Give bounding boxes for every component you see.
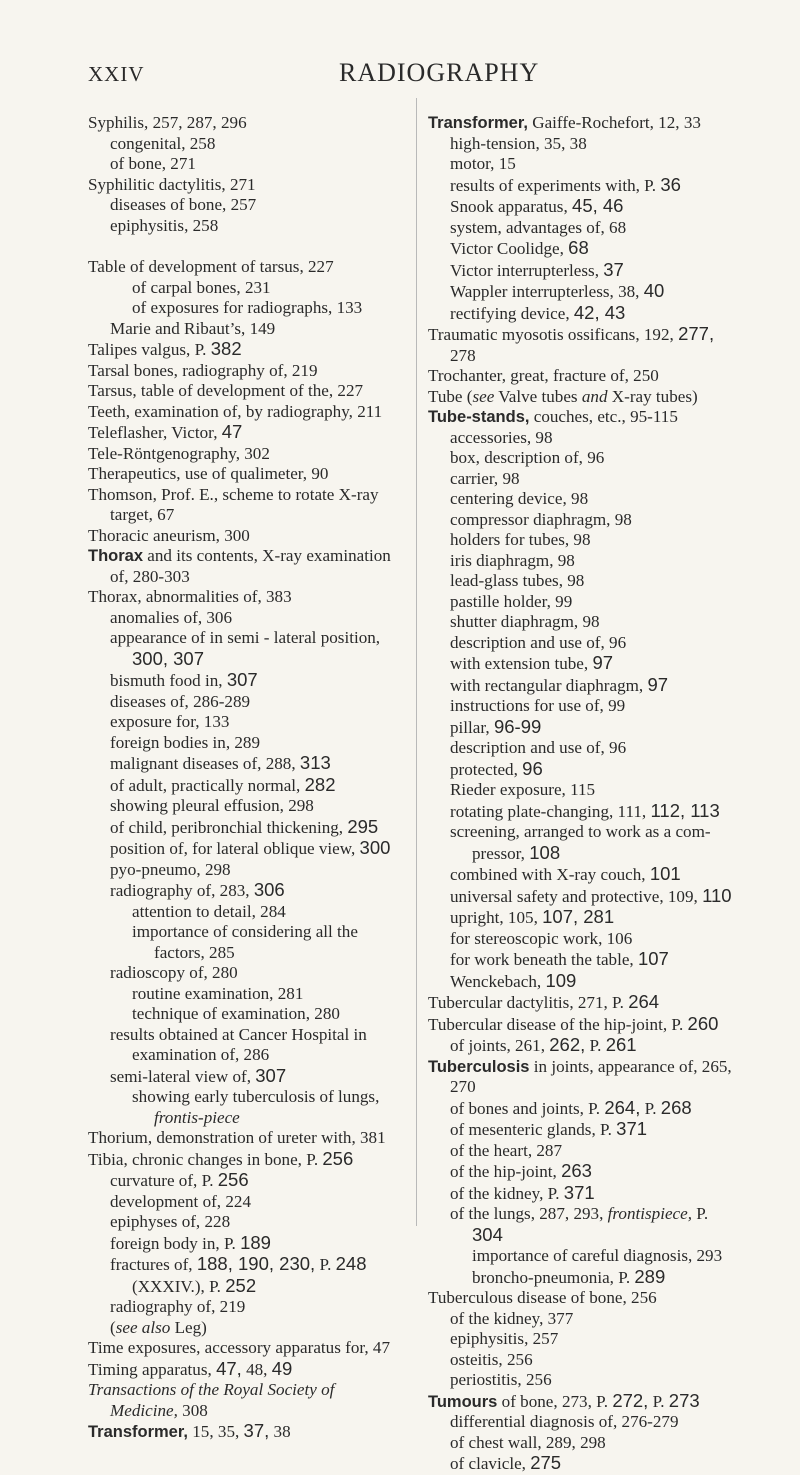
column-divider xyxy=(416,98,417,1226)
index-subentry: foreign body in, P. 189 xyxy=(110,1231,271,1253)
index-subentry: Victor Coolidge, 68 xyxy=(450,237,589,258)
index-subentry: pillar, 96-99 xyxy=(450,715,542,737)
index-subentry: pyo-pneumo, 298 xyxy=(110,859,231,879)
index-subentry: appearance of in semi - lateral position, 300, 307 xyxy=(110,628,381,669)
index-entry: Table of development of tarsus, 227 xyxy=(88,257,334,276)
index-subentry: technique of examination, 280 xyxy=(132,1004,340,1023)
index-subentry: of carpal bones, 231 xyxy=(132,277,271,297)
index-entry: Teleflasher, Victor, 47 xyxy=(88,421,243,442)
index-subentry: position of, for lateral oblique view, 300 xyxy=(110,837,391,858)
index-subentry: epiphysitis, 258 xyxy=(110,215,219,235)
index-subentry: diseases of bone, 257 xyxy=(110,195,257,214)
index-subentry: (see also Leg) xyxy=(110,1317,207,1337)
index-subentry: results obtained at Cancer Hospital in examination of, 286 xyxy=(110,1024,367,1064)
index-subentry: screening, arranged to work as a com-pressor, 108 xyxy=(450,822,711,863)
index-subentry: development of, 224 xyxy=(110,1191,251,1211)
index-subentry: diseases of, 286-289 xyxy=(110,691,251,711)
index-subentry: epiphysitis, 257 xyxy=(450,1329,559,1348)
index-subentry: of child, peribronchial thickening, 295 xyxy=(110,815,379,837)
index-column-right xyxy=(428,113,743,1475)
index-entry: Therapeutics, use of qualimeter, 90 xyxy=(88,464,329,483)
index-subentry: of the lungs, 287, 293, frontispiece, P. 304 xyxy=(450,1204,709,1245)
index-subentry: rectifying device, 42, 43 xyxy=(450,301,626,323)
index-subentry: broncho-pneumonia, P. 289 xyxy=(472,1265,666,1287)
index-subentry: of chest wall, 289, 298 xyxy=(450,1432,606,1452)
index-subentry: Snook apparatus, 45, 46 xyxy=(450,195,624,216)
index-subentry: iris diaphragm, 98 xyxy=(450,550,575,570)
index-subentry: of the hip-joint, 263 xyxy=(450,1160,592,1181)
index-subentry: carrier, 98 xyxy=(450,468,520,488)
index-entry: Teeth, examination of, by radiography, 211 xyxy=(88,401,383,421)
index-subentry: radiography of, 283, 306 xyxy=(110,879,285,900)
index-entry: Timing apparatus, 47, 48, 49 xyxy=(88,1357,293,1379)
running-title: RADIOGRAPHY xyxy=(339,58,540,87)
index-entry: Thorium, demonstration of ureter with, 381 xyxy=(88,1128,386,1147)
index-subentry: for stereoscopic work, 106 xyxy=(450,928,633,948)
index-subentry: pastille holder, 99 xyxy=(450,591,573,611)
index-subentry: Wappler interrupterless, 38, 40 xyxy=(450,280,665,301)
index-entry: Tele-Röntgenography, 302 xyxy=(88,443,270,463)
index-subentry: box, description of, 96 xyxy=(450,448,605,467)
index-subentry: semi-lateral view of, 307 xyxy=(110,1064,287,1086)
index-subentry: results of experiments with, P. 36 xyxy=(450,173,681,195)
index-subentry: holders for tubes, 98 xyxy=(450,530,591,549)
index-entry: Tarsal bones, radiography of, 219 xyxy=(88,360,318,380)
index-subentry: of the heart, 287 xyxy=(450,1140,563,1160)
index-subentry: of adult, practically normal, 282 xyxy=(110,773,336,795)
index-entry: Thorax and its contents, X-ray examination of, 280-303 xyxy=(88,546,391,586)
index-subentry: showing pleural effusion, 298 xyxy=(110,796,314,815)
index-entry: Traumatic myosotis ossificans, 192, 277, 278 xyxy=(428,323,715,365)
index-subentry: foreign bodies in, 289 xyxy=(110,732,261,752)
index-entry: Thorax, abnormalities of, 383 xyxy=(88,587,292,606)
page-numeral: XXIV xyxy=(88,62,145,86)
index-entry: Tuberculosis in joints, appearance of, 265, 270 xyxy=(428,1056,732,1096)
section-gap xyxy=(88,236,406,257)
index-subentry: high-tension, 35, 38 xyxy=(450,133,587,153)
index-subentry: Wenckebach, 109 xyxy=(450,969,577,991)
index-subentry: periostitis, 256 xyxy=(450,1370,552,1389)
index-subentry: motor, 15 xyxy=(450,154,516,173)
index-subentry: differential diagnosis of, 276-279 xyxy=(450,1412,679,1431)
index-subentry: with rectangular diaphragm, 97 xyxy=(450,673,669,695)
index-subentry: Marie and Ribaut’s, 149 xyxy=(110,318,276,338)
index-subentry: importance of considering all the factors, 285 xyxy=(132,922,358,962)
index-entry: Tube (see Valve tubes and X-ray tubes) xyxy=(428,386,698,406)
index-subentry: upright, 105, 107, 281 xyxy=(450,906,615,927)
index-subentry: rotating plate-changing, 111, 112, 113 xyxy=(450,799,720,821)
index-entry: Talipes valgus, P. 382 xyxy=(88,338,242,359)
index-subentry: for work beneath the table, 107 xyxy=(450,948,669,969)
index-subentry: Victor interrupterless, 37 xyxy=(450,258,624,280)
index-subentry: of bone, 271 xyxy=(110,154,196,173)
index-subentry: protected, 96 xyxy=(450,757,543,779)
index-subentry: with extension tube, 97 xyxy=(450,652,614,673)
index-subentry: combined with X-ray couch, 101 xyxy=(450,863,681,884)
index-entry: Tubercular disease of the hip-joint, P. 260 xyxy=(428,1012,719,1034)
index-entry: Thoracic aneurism, 300 xyxy=(88,525,250,545)
index-subentry: of the kidney, P. 371 xyxy=(450,1181,595,1203)
index-subentry: centering device, 98 xyxy=(450,489,589,508)
index-subentry: showing early tuberculosis of lungs, frontis-piece xyxy=(132,1087,380,1127)
index-subentry: exposure for, 133 xyxy=(110,712,230,731)
index-subentry: lead-glass tubes, 98 xyxy=(450,571,585,590)
index-subentry: radiography of, 219 xyxy=(110,1297,246,1316)
index-subentry: description and use of, 96 xyxy=(450,738,627,757)
index-subentry: Rieder exposure, 115 xyxy=(450,780,596,799)
index-subentry: of bones and joints, P. 264, P. 268 xyxy=(450,1096,692,1118)
index-subentry: osteitis, 256 xyxy=(450,1349,533,1369)
index-column-left xyxy=(88,113,406,1443)
index-subentry: routine examination, 281 xyxy=(132,983,304,1003)
index-subentry: system, advantages of, 68 xyxy=(450,217,627,237)
index-subentry: of clavicle, 275 xyxy=(450,1452,562,1473)
index-entry: Tuberculous disease of bone, 256 xyxy=(428,1288,657,1307)
index-subentry: curvature of, P. 256 xyxy=(110,1169,249,1190)
index-subentry: bismuth food in, 307 xyxy=(110,669,258,690)
index-subentry: of exposures for radiographs, 133 xyxy=(132,298,363,317)
index-entry: Syphilitic dactylitis, 271 xyxy=(88,174,256,194)
index-subentry: attention to detail, 284 xyxy=(132,901,286,921)
index-subentry: anomalies of, 306 xyxy=(110,607,233,627)
index-entry: Transactions of the Royal Society of Medicine, 308 xyxy=(88,1380,335,1420)
index-subentry: shutter diaphragm, 98 xyxy=(450,612,600,631)
index-subentry: universal safety and protective, 109, 110 xyxy=(450,884,732,906)
index-entry: Transformer, Gaiffe-Rochefort, 12, 33 xyxy=(428,113,701,132)
index-entry: Transformer, 15, 35, 37, 38 xyxy=(88,1420,291,1441)
index-entry: Syphilis, 257, 287, 296 xyxy=(88,113,247,132)
index-subentry: congenital, 258 xyxy=(110,133,216,153)
index-subentry: fractures of, 188, 190, 230, P. 248 xyxy=(110,1253,367,1274)
index-subentry: epiphyses of, 228 xyxy=(110,1212,231,1231)
index-subentry: radioscopy of, 280 xyxy=(110,963,238,982)
index-subentry: instructions for use of, 99 xyxy=(450,696,626,715)
index-subentry: of joints, 261, 262, P. 261 xyxy=(450,1034,637,1055)
index-subentry: importance of careful diagnosis, 293 xyxy=(472,1246,723,1265)
index-entry: Time exposures, accessory apparatus for, 47 xyxy=(88,1338,391,1357)
index-entry: Tumours of bone, 273, P. 272, P. 273 xyxy=(428,1389,700,1411)
index-entry: Tibia, chronic changes in bone, P. 256 xyxy=(88,1147,354,1169)
index-subentry: malignant diseases of, 288, 313 xyxy=(110,752,331,773)
index-subentry: of mesenteric glands, P. 371 xyxy=(450,1118,648,1139)
index-entry: Tubercular dactylitis, 271, P. 264 xyxy=(428,991,660,1012)
index-entry: Tube-stands, couches, etc., 95-115 xyxy=(428,407,678,426)
index-entry: Trochanter, great, fracture of, 250 xyxy=(428,366,659,385)
index-entry: Tarsus, table of development of the, 227 xyxy=(88,381,364,400)
index-subentry: description and use of, 96 xyxy=(450,632,627,652)
index-subentry: of the kidney, 377 xyxy=(450,1308,574,1328)
index-entry: Thomson, Prof. E., scheme to rotate X-ray target, 67 xyxy=(88,484,379,524)
index-subentry: compressor diaphragm, 98 xyxy=(450,509,632,529)
index-subentry: (XXXIV.), P. 252 xyxy=(132,1274,257,1296)
index-subentry: accessories, 98 xyxy=(450,427,553,447)
